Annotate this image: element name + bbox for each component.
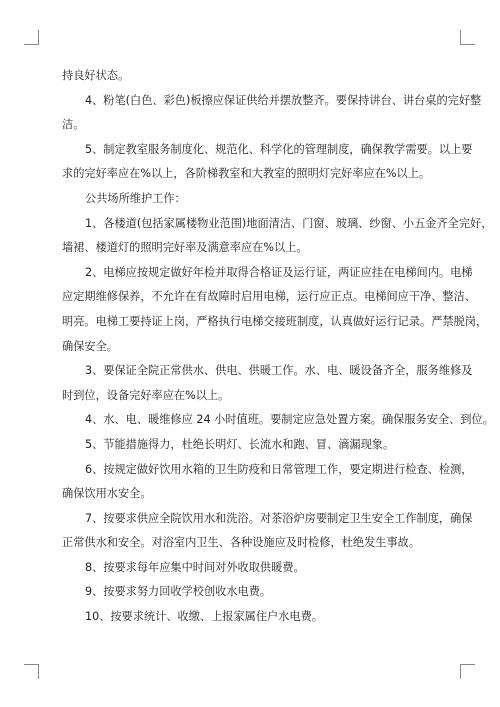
text-line: 洁。 xyxy=(62,118,85,132)
text-line: 4、水、电、暖维修应 24 小时值班。要制定应急处置方案。确保服务安全、到位。 xyxy=(85,413,494,427)
text-line: 求的完好率应在%以上，各阶梯教室和大教室的照明灯完好率应在%以上。 xyxy=(62,167,431,181)
text-line: 应定期维修保养，不允许在有故障时启用电梯，运行应正点。电梯间应干净、整洁、 xyxy=(62,290,476,304)
text-line: 4、粉笔(白色、彩色)板擦应保证供给并摆放整齐。要保持讲台、讲台桌的完好整 xyxy=(85,93,482,107)
text-line: 1、各楼道(包括家属楼物业范围)地面清洁、门窗、玻璃、纱窗、小五金齐全完好， xyxy=(85,216,493,230)
crop-mark-top-left xyxy=(24,30,39,45)
text-line: 墙裙、楼道灯的照明完好率及满意率应在%以上。 xyxy=(62,241,308,255)
text-line: 8、按要求每年应集中时间对外收取供暖费。 xyxy=(85,560,305,574)
text-line: 公共场所维护工作： xyxy=(85,191,186,205)
text-line: 6、按规定做好饮用水箱的卫生防疫和日常管理工作，要定期进行检查、检测， xyxy=(85,462,473,476)
text-line: 5、节能措施得力，杜绝长明灯、长流水和跑、冒、滴漏现象。 xyxy=(85,437,395,451)
text-line: 7、按要求供应全院饮用水和洗浴。对茶浴炉房要制定卫生安全工作制度，确保 xyxy=(85,511,473,525)
text-line: 正常供水和安全。对浴室内卫生、各种设施应及时检修，杜绝发生事故。 xyxy=(62,536,421,550)
text-line: 确保安全。 xyxy=(62,339,118,353)
text-line: 确保饮用水安全。 xyxy=(62,487,152,501)
document-body xyxy=(62,64,494,630)
text-line: 10、按要求统计、收缴、上报家属住户水电费。 xyxy=(85,610,323,624)
text-line: 明亮。电梯工要持证上岗，严格执行电梯交接班制度，认真做好运行记录。严禁脱岗， xyxy=(62,314,488,328)
text-line: 持良好状态。 xyxy=(62,69,130,82)
text-line: 时到位，设备完好率应在%以上。 xyxy=(62,388,230,402)
text-line: 5、制定教室服务制度化、规范化、科学化的管理制度，确保教学需要。以上要 xyxy=(85,142,473,156)
text-line: 9、按要求努力回收学校创收水电费。 xyxy=(85,585,272,599)
crop-mark-top-right xyxy=(460,30,475,45)
text-line: 2、电梯应按规定做好年检并取得合格证及运行证，两证应挂在电梯间内。电梯 xyxy=(85,265,473,279)
crop-mark-bottom-right xyxy=(460,664,475,679)
crop-mark-bottom-left xyxy=(24,664,39,679)
text-line: 3、要保证全院正常供水、供电、供暖工作。水、电、暖设备齐全，服务维修及 xyxy=(85,364,473,378)
